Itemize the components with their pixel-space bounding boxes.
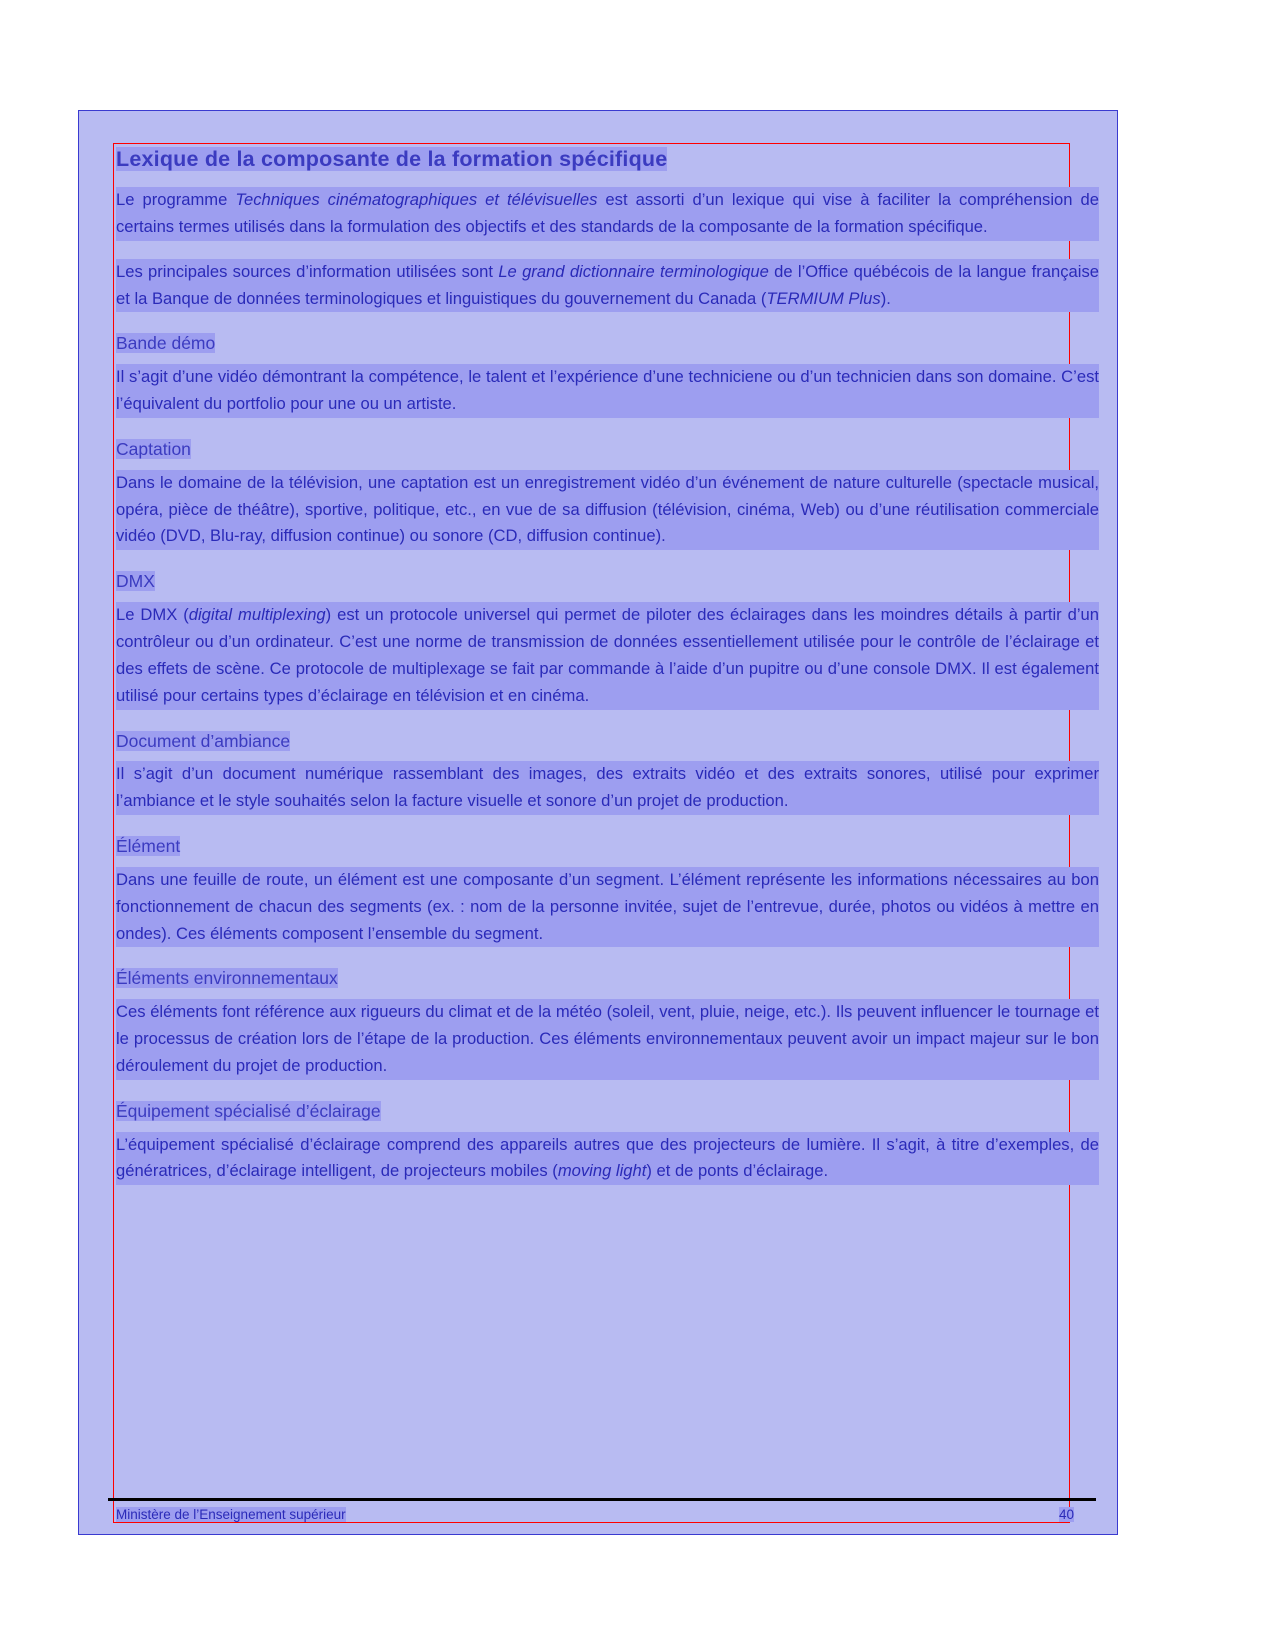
footer-page-number: 40 bbox=[1058, 1507, 1074, 1522]
body-text: Dans une feuille de route, un élément est une composante d’un segment. L’élément représente les informations nécessaires au bon fonctionnement de chacun des segments (ex. : nom de la personne invitée, sujet de l’entrevue, durée, photos ou vidéos à mettre en ondes). Ces éléments composent l’ensemble du segment. bbox=[116, 869, 1099, 943]
page-footer bbox=[116, 1507, 1074, 1522]
entry-heading: Document d’ambiance bbox=[116, 730, 291, 751]
intro-paragraph bbox=[116, 259, 1099, 313]
entry-heading: DMX bbox=[116, 571, 155, 592]
body-text: ) est un protocole universel qui permet de piloter des éclairages dans les moindres détails à partir d’un contrôleur ou d’un ordinateur. C’est une norme de transmission de données essentiellement utilisée pour le contrôle de l’éclairage et des effets de scène. Ce protocole de multiplexage se fait par commande à l’aide d’un pupitre ou d’une console DMX. Il est également utilisé pour certains types d’éclairage en télévision et en cinéma. bbox=[116, 605, 1100, 705]
emphasis-text: digital multiplexing bbox=[188, 605, 326, 624]
body-text: L’équipement spécialisé d’éclairage comprend des appareils autres que des projecteurs de lumière. Il s’agit, à titre d’exemples, de génératrices, d’éclairage intelligent, de projecteurs mobiles ( bbox=[116, 1134, 1099, 1181]
body-text: Il s’agit d’une vidéo démontrant la compétence, le talent et l’expérience d’une techniciene ou d’un technicien dans son domaine. C’est l’équivalent du portfolio pour une ou un artiste. bbox=[116, 367, 1099, 413]
footer-organisation: Ministère de l’Enseignement supérieur bbox=[116, 1507, 346, 1522]
entry-heading-wrap bbox=[116, 967, 1099, 990]
entry-heading: Captation bbox=[116, 438, 191, 459]
body-text: Il s’agit d’un document numérique rassemblant des images, des extraits vidéo et des extraits sonores, utilisé pour exprimer l’ambiance et le style souhaités selon la facture visuelle et sonore d’un projet de production. bbox=[116, 764, 1099, 811]
page-title: Lexique de la composante de la formation spécifique bbox=[116, 147, 668, 171]
entry-heading-wrap bbox=[116, 438, 1099, 461]
entry-heading: Élément bbox=[116, 836, 181, 856]
entry-heading: Équipement spécialisé d’éclairage bbox=[116, 1100, 381, 1121]
entry-heading-wrap bbox=[116, 332, 1099, 355]
document-content bbox=[116, 146, 1099, 1185]
entry-heading-wrap bbox=[116, 570, 1099, 593]
body-text: Ces éléments font référence aux rigueurs du climat et de la météo (soleil, vent, pluie, neige, etc.). Ils peuvent influencer le tournage et le processus de création lors de l’étape de la production. Ces éléments environnementaux peuvent avoir un impact majeur sur le bon déroulement du projet de production. bbox=[116, 1002, 1099, 1075]
footer-divider bbox=[108, 1498, 1096, 1501]
intro-paragraph bbox=[116, 187, 1099, 241]
entry-paragraph bbox=[116, 761, 1099, 815]
body-text: Le DMX ( bbox=[116, 605, 189, 624]
emphasis-text: Techniques cinématographiques et télévisuelles bbox=[235, 189, 598, 209]
entry-heading-wrap bbox=[116, 730, 1099, 753]
entry-heading-wrap bbox=[116, 835, 1099, 858]
entry-paragraph bbox=[116, 364, 1099, 418]
body-text: Les principales sources d’information utilisées sont bbox=[116, 261, 499, 281]
entry-heading: Bande démo bbox=[116, 333, 216, 354]
entry-paragraph bbox=[116, 1132, 1099, 1186]
entry-paragraph bbox=[116, 602, 1099, 710]
body-text: est assorti d’un lexique qui vise à faciliter la compréhension de certains termes utilisés dans la formulation des objectifs et des standards de la composante de la formation spécifique. bbox=[116, 189, 1099, 236]
document-body bbox=[116, 187, 1099, 1185]
body-text: ) et de ponts d’éclairage. bbox=[646, 1161, 829, 1181]
body-text: Le programme bbox=[116, 189, 236, 209]
entry-heading-wrap bbox=[116, 1100, 1099, 1123]
emphasis-text: Le grand dictionnaire terminologique bbox=[498, 261, 769, 281]
body-text: de l’Office québécois de la langue française et la Banque de données terminologiques et linguistiques du gouvernement du Canada ( bbox=[116, 261, 1099, 308]
entry-paragraph bbox=[116, 999, 1099, 1080]
page-title-wrap bbox=[116, 146, 1099, 173]
emphasis-text: moving light bbox=[557, 1161, 647, 1181]
body-text: ). bbox=[880, 288, 891, 308]
entry-paragraph bbox=[116, 867, 1099, 948]
body-text: Dans le domaine de la télévision, une captation est un enregistrement vidéo d’un événement de nature culturelle (spectacle musical, opéra, pièce de théâtre), sportive, politique, etc., en vue de sa diffusion (télévision, cinéma, Web) ou d’une réutilisation commerciale vidéo (DVD, Blu-ray, diffusion continue) ou sonore (CD, diffusion continue). bbox=[116, 472, 1099, 546]
entry-paragraph bbox=[116, 470, 1099, 551]
emphasis-text: TERMIUM Plus bbox=[766, 288, 881, 308]
entry-heading: Éléments environnementaux bbox=[116, 968, 338, 989]
